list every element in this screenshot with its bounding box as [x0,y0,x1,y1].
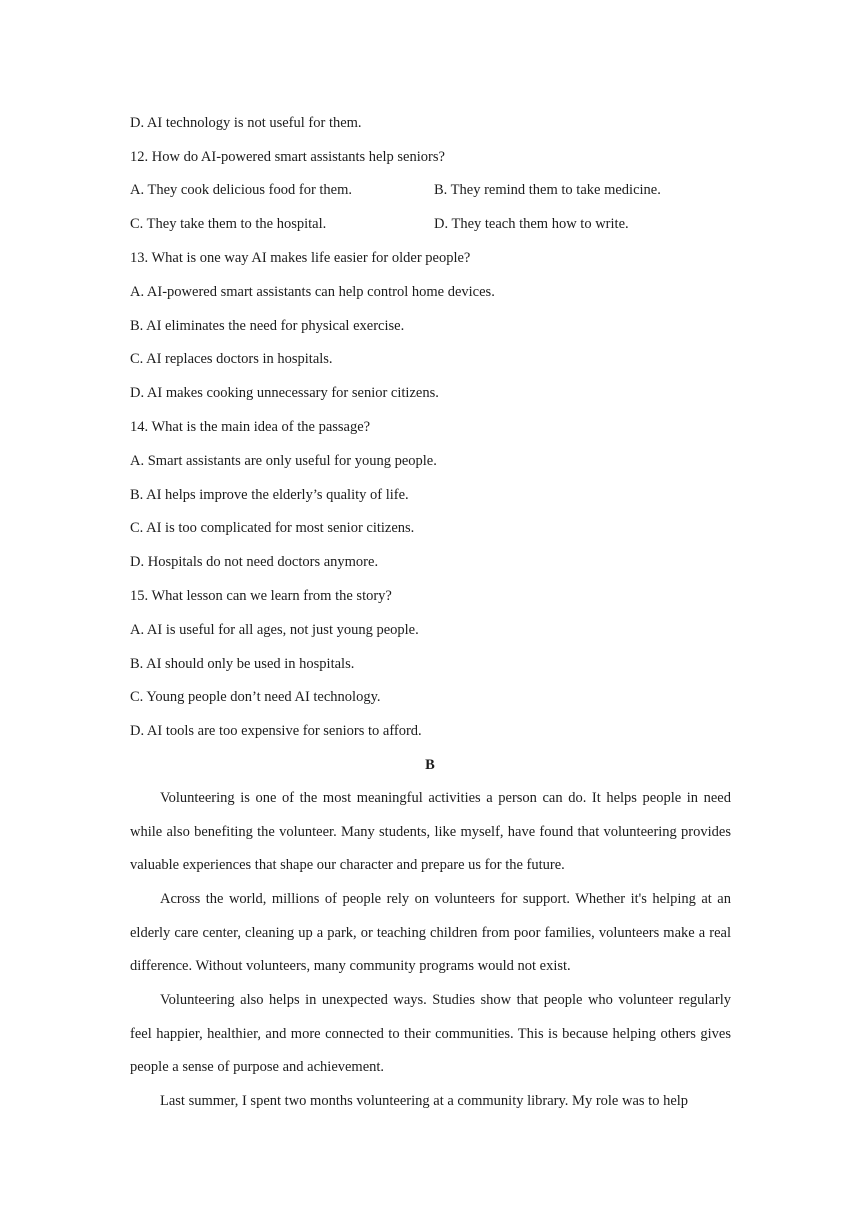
q12-stem: 12. How do AI-powered smart assistants help seniors? [130,149,445,165]
passage-b-paragraph-2: Across the world, millions of people rely on volunteers for support. Whether it's helping at an elderly care center, cleaning up a park, or teaching children from poor families, volunteers make a real difference. Without volunteers, many community programs would not exist. [130,891,731,975]
q15-option-b: B. AI should only be used in hospitals. [130,656,355,672]
q13-option-a: A. AI-powered smart assistants can help control home devices. [130,284,495,300]
q13-option-c: C. AI replaces doctors in hospitals. [130,351,333,367]
q15-stem: 15. What lesson can we learn from the story? [130,588,392,604]
q14-option-b: B. AI helps improve the elderly’s quality of life. [130,487,409,503]
q14-option-a: A. Smart assistants are only useful for young people. [130,453,437,469]
q15-option-a: A. AI is useful for all ages, not just young people. [130,622,419,638]
passage-b-paragraph-3: Volunteering also helps in unexpected ways. Studies show that people who volunteer regularly feel happier, healthier, and more connected to their communities. This is because helping others gives people a sense of purpose and achievement. [130,992,731,1076]
q13-option-b: B. AI eliminates the need for physical exercise. [130,318,405,334]
q14-stem: 14. What is the main idea of the passage? [130,419,371,435]
q12-option-b: B. They remind them to take medicine. [434,182,661,198]
q15-option-c: C. Young people don’t need AI technology. [130,689,381,705]
q13-option-d: D. AI makes cooking unnecessary for senior citizens. [130,385,439,401]
passage-b-heading: B [425,757,435,773]
q14-option-c: C. AI is too complicated for most senior citizens. [130,520,415,536]
q13-stem: 13. What is one way AI makes life easier for older people? [130,250,471,266]
q12-option-a: A. They cook delicious food for them. [130,182,353,198]
passage-b-paragraph-1: Volunteering is one of the most meaningful activities a person can do. It helps people in need while also benefiting the volunteer. Many students, like myself, have found that volunteering provides valuable experiences that shape our character and prepare us for the future. [130,790,731,874]
q14-option-d: D. Hospitals do not need doctors anymore. [130,554,379,570]
q12-option-d: D. They teach them how to write. [434,216,629,232]
q11-option-d: D. AI technology is not useful for them. [130,115,362,131]
q15-option-d: D. AI tools are too expensive for seniors to afford. [130,723,422,739]
q12-option-c: C. They take them to the hospital. [130,216,327,232]
passage-b-paragraph-4: Last summer, I spent two months volunteering at a community library. My role was to help [160,1093,689,1109]
